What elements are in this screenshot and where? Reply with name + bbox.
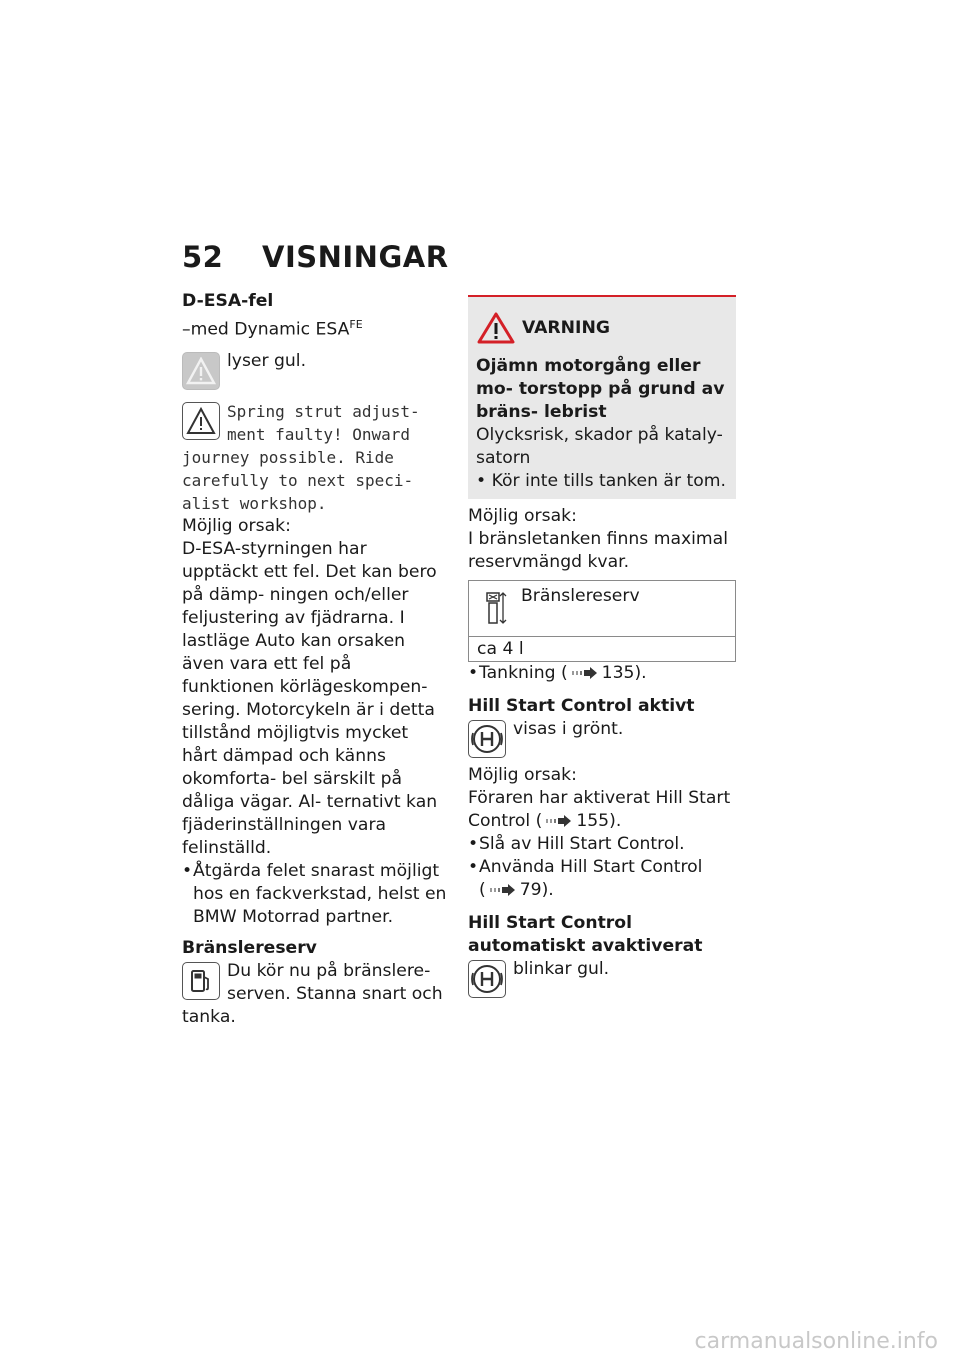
hsc-cause-text: Föraren har aktiverat Hill Start	[468, 788, 731, 808]
page-header	[182, 240, 449, 274]
desa-subtitle-text: –med Dynamic ESA	[182, 319, 350, 340]
hsc-auto-title: Hill Start Control automatiskt avaktiverat	[468, 913, 703, 956]
desa-light-text: lyser gul.	[227, 350, 307, 371]
hsc-cause-label: Möjlig orsak:	[468, 765, 577, 785]
fuel-cause-label: Möjlig orsak:	[468, 506, 577, 526]
left-column	[182, 290, 447, 1029]
hsc-light-row	[468, 718, 736, 758]
warning-triangle-icon	[182, 352, 220, 390]
hsc-bullet-1: • Slå av Hill Start Control.	[468, 833, 736, 856]
fuel-cause-text: I bränsletanken finns maximal reservmängd kvar.	[468, 529, 728, 572]
warning-bullet-text: Kör inte tills tanken är tom.	[491, 471, 726, 491]
warning-heading	[476, 311, 728, 345]
fuel-tank-icon	[477, 589, 513, 629]
desa-title: D-ESA-fel	[182, 291, 274, 311]
desa-cause-text: D-ESA-styrningen har upptäckt ett fel. Det kan bero på dämp- ningen och/eller feljustering av fjädrarna. I lastläge Auto kan orsaken även vara ett fel på funktionen körlägeskompen- sering. Motorcykeln är i detta tillstånd möjligtvis mycket hårt dämpad och känns okomforta- bel särskilt på dåliga vägar. Al- ternativt kan fjäderinställningen vara felinställd.	[182, 538, 438, 858]
desa-display-rest: journey possible. Ride carefully to next speci- alist workshop.	[182, 447, 414, 513]
fuel-rest: tanka.	[182, 1006, 236, 1027]
desa-display-line1: Spring strut adjust-	[227, 401, 420, 421]
watermark: carmanualsonline.info	[694, 1329, 938, 1354]
desa-display-row	[182, 400, 447, 446]
warning-label: VARNING	[522, 318, 610, 338]
fuel-light-row	[182, 960, 447, 1006]
page-number: 52	[182, 240, 224, 274]
fuel-reserve-table-header	[469, 581, 735, 637]
page-reference-arrow-icon	[489, 884, 517, 896]
desa-cause-label: Möjlig orsak:	[182, 515, 291, 536]
hsc-cause-reference	[468, 810, 736, 833]
refuel-bullet-page: 135).	[601, 663, 647, 683]
fuel-reserve-value: ca 4 l	[477, 639, 524, 659]
warning-bullet: • Kör inte tills tanken är tom.	[476, 471, 726, 491]
warning-text: Olycksrisk, skador på kataly- satorn	[476, 425, 723, 468]
page-reference-arrow-icon	[571, 667, 599, 679]
fuel-title: Bränslereserv	[182, 937, 317, 958]
hsc-cause-page: 155).	[576, 811, 622, 831]
warning-box	[468, 295, 736, 499]
page-reference-arrow-icon	[545, 815, 573, 827]
fuel-reserve-label: Bränslereserv	[521, 586, 640, 606]
hsc-bullet-2-reference: ( 79).	[479, 880, 554, 900]
hsc-bullet-2: • Använda Hill Start Control	[468, 856, 736, 879]
refuel-bullet-text: Tankning (	[479, 663, 568, 683]
hsc-auto-light-row	[468, 958, 736, 998]
fuel-line2: serven. Stanna snart och	[227, 983, 443, 1004]
hsc-cause-control: Control (	[468, 811, 543, 831]
hsc-title: Hill Start Control aktivt	[468, 696, 695, 716]
warning-bold-text: Ojämn motorgång eller mo- torstopp på grund av bräns- lebrist	[476, 356, 725, 422]
desa-light-row	[182, 350, 447, 390]
desa-action-bullet: • Åtgärda felet snarast möjligt hos en fackverkstad, helst en BMW Motorrad partner.	[182, 860, 447, 929]
section-title: VISNINGAR	[262, 240, 449, 274]
hill-start-h-icon	[468, 960, 506, 998]
desa-subtitle	[182, 313, 447, 342]
fuel-reserve-table	[468, 580, 736, 662]
hill-start-h-icon	[468, 720, 506, 758]
warning-red-triangle-icon	[476, 311, 516, 345]
refuel-bullet	[468, 662, 736, 685]
fuel-line1: Du kör nu på bränslere-	[227, 960, 431, 981]
hsc-light-text: visas i grönt.	[513, 719, 624, 739]
right-column	[468, 295, 736, 998]
hsc-bullet-2-page: 79).	[519, 880, 554, 900]
fuel-pump-icon	[182, 962, 220, 1000]
desa-display-line2: ment faulty! Onward	[227, 424, 411, 444]
hsc-auto-light-text: blinkar gul.	[513, 959, 610, 979]
warning-triangle-icon	[182, 402, 220, 440]
desa-superscript: FE	[349, 318, 363, 331]
